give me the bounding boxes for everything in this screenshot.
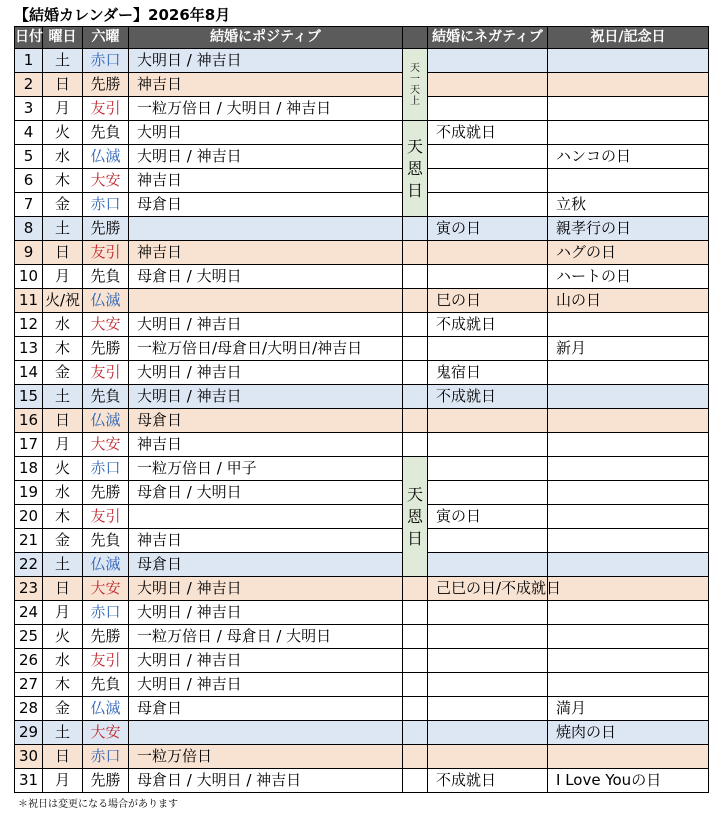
cell-positive: 大明日 / 神吉日 — [129, 601, 403, 625]
cell-negative: 不成就日 — [428, 385, 548, 409]
cell-positive: 大明日 / 神吉日 — [129, 385, 403, 409]
cell-negative — [428, 97, 548, 121]
cell-date: 28 — [15, 697, 43, 721]
cell-date: 7 — [15, 193, 43, 217]
cell-holiday — [548, 361, 709, 385]
cell-rokuyo: 友引 — [83, 505, 129, 529]
table-row — [15, 553, 709, 577]
header-holiday: 祝日/記念日 — [548, 27, 709, 49]
cell-special — [403, 673, 428, 697]
footnote: ＊祝日は変更になる場合があります — [18, 799, 178, 810]
cell-negative — [428, 721, 548, 745]
cell-weekday: 金 — [43, 361, 83, 385]
table-row — [15, 265, 709, 289]
cell-special — [403, 409, 428, 433]
cell-positive: 母倉日 / 大明日 — [129, 481, 403, 505]
cell-date: 22 — [15, 553, 43, 577]
cell-positive — [129, 505, 403, 529]
cell-positive: 神吉日 — [129, 529, 403, 553]
cell-weekday: 月 — [43, 97, 83, 121]
cell-holiday — [548, 625, 709, 649]
cell-special — [403, 721, 428, 745]
cell-special — [403, 289, 428, 313]
cell-date: 3 — [15, 97, 43, 121]
cell-special — [403, 217, 428, 241]
cell-positive: 一粒万倍日 / 大明日 / 神吉日 — [129, 97, 403, 121]
table-row — [15, 697, 709, 721]
cell-negative — [428, 193, 548, 217]
cell-negative — [428, 457, 548, 481]
table-row — [15, 145, 709, 169]
cell-date: 16 — [15, 409, 43, 433]
cell-weekday: 木 — [43, 169, 83, 193]
cell-positive: 大明日 / 神吉日 — [129, 673, 403, 697]
cell-weekday: 木 — [43, 673, 83, 697]
cell-rokuyo: 先勝 — [83, 337, 129, 361]
header-positive: 結婚にポジティブ — [129, 27, 403, 49]
cell-negative — [428, 433, 548, 457]
table-row — [15, 241, 709, 265]
cell-weekday: 火 — [43, 625, 83, 649]
cell-date: 17 — [15, 433, 43, 457]
cell-holiday: 山の日 — [548, 289, 709, 313]
cell-negative — [428, 337, 548, 361]
cell-holiday — [548, 505, 709, 529]
cell-positive: 一粒万倍日 — [129, 745, 403, 769]
cell-negative — [428, 265, 548, 289]
cell-holiday: 満月 — [548, 697, 709, 721]
cell-positive: 一粒万倍日/母倉日/大明日/神吉日 — [129, 337, 403, 361]
cell-positive: 母倉日 — [129, 409, 403, 433]
cell-positive: 大明日 / 神吉日 — [129, 649, 403, 673]
cell-negative: 寅の日 — [428, 505, 548, 529]
cell-rokuyo: 先負 — [83, 385, 129, 409]
cell-date: 30 — [15, 745, 43, 769]
cell-holiday — [548, 481, 709, 505]
cell-weekday: 金 — [43, 193, 83, 217]
cell-weekday: 木 — [43, 505, 83, 529]
cell-positive: 神吉日 — [129, 241, 403, 265]
cell-rokuyo: 先勝 — [83, 481, 129, 505]
table-row — [15, 577, 709, 601]
cell-negative: 巳の日 — [428, 289, 548, 313]
cell-negative — [428, 553, 548, 577]
cell-rokuyo: 仏滅 — [83, 145, 129, 169]
cell-special — [403, 769, 428, 793]
cell-holiday: ハグの日 — [548, 241, 709, 265]
cell-special — [403, 625, 428, 649]
header-special — [403, 27, 428, 49]
cell-weekday: 土 — [43, 385, 83, 409]
cell-positive: 大明日 — [129, 121, 403, 145]
cell-date: 6 — [15, 169, 43, 193]
cell-holiday — [548, 457, 709, 481]
cell-holiday — [548, 601, 709, 625]
cell-special — [403, 241, 428, 265]
cell-date: 11 — [15, 289, 43, 313]
cell-rokuyo: 仏滅 — [83, 409, 129, 433]
cell-positive: 大明日 / 神吉日 — [129, 577, 403, 601]
cell-rokuyo: 赤口 — [83, 193, 129, 217]
cell-holiday: 立秋 — [548, 193, 709, 217]
table-row — [15, 217, 709, 241]
table-row — [15, 433, 709, 457]
cell-date: 2 — [15, 73, 43, 97]
cell-positive: 大明日 / 神吉日 — [129, 313, 403, 337]
special-day-cell: 天 恩 日 — [403, 121, 428, 217]
cell-positive — [129, 289, 403, 313]
cell-negative — [428, 697, 548, 721]
cell-special — [403, 361, 428, 385]
header-weekday: 曜日 — [43, 27, 83, 49]
cell-positive — [129, 217, 403, 241]
cell-holiday — [548, 169, 709, 193]
cell-negative — [428, 601, 548, 625]
cell-holiday — [548, 745, 709, 769]
cell-date: 9 — [15, 241, 43, 265]
cell-weekday: 土 — [43, 49, 83, 73]
cell-date: 26 — [15, 649, 43, 673]
cell-weekday: 土 — [43, 721, 83, 745]
table-row — [15, 169, 709, 193]
cell-weekday: 日 — [43, 241, 83, 265]
cell-rokuyo: 先負 — [83, 673, 129, 697]
cell-rokuyo: 先負 — [83, 121, 129, 145]
table-row — [15, 625, 709, 649]
cell-positive: 母倉日 / 大明日 — [129, 265, 403, 289]
cell-date: 29 — [15, 721, 43, 745]
cell-negative — [428, 241, 548, 265]
cell-date: 23 — [15, 577, 43, 601]
cell-weekday: 日 — [43, 745, 83, 769]
cell-negative — [428, 649, 548, 673]
cell-rokuyo: 仏滅 — [83, 553, 129, 577]
cell-positive: 大明日 / 神吉日 — [129, 361, 403, 385]
cell-positive: 大明日 / 神吉日 — [129, 49, 403, 73]
cell-rokuyo: 仏滅 — [83, 697, 129, 721]
table-row — [15, 121, 709, 145]
cell-weekday: 水 — [43, 145, 83, 169]
cell-special — [403, 649, 428, 673]
cell-date: 18 — [15, 457, 43, 481]
table-row — [15, 745, 709, 769]
cell-date: 8 — [15, 217, 43, 241]
table-row — [15, 97, 709, 121]
cell-rokuyo: 赤口 — [83, 457, 129, 481]
cell-weekday: 火 — [43, 121, 83, 145]
table-row — [15, 721, 709, 745]
table-row — [15, 673, 709, 697]
cell-positive: 神吉日 — [129, 73, 403, 97]
cell-positive: 大明日 / 神吉日 — [129, 145, 403, 169]
cell-holiday — [548, 409, 709, 433]
cell-date: 21 — [15, 529, 43, 553]
table-row — [15, 193, 709, 217]
cell-weekday: 火 — [43, 457, 83, 481]
table-row — [15, 49, 709, 73]
cell-holiday — [548, 433, 709, 457]
cell-date: 24 — [15, 601, 43, 625]
cell-special — [403, 601, 428, 625]
cell-rokuyo: 大安 — [83, 313, 129, 337]
table-row — [15, 409, 709, 433]
cell-special — [403, 697, 428, 721]
cell-rokuyo: 友引 — [83, 241, 129, 265]
cell-weekday: 日 — [43, 409, 83, 433]
table-row — [15, 313, 709, 337]
cell-date: 5 — [15, 145, 43, 169]
cell-rokuyo: 赤口 — [83, 601, 129, 625]
cell-rokuyo: 赤口 — [83, 49, 129, 73]
cell-weekday: 金 — [43, 697, 83, 721]
cell-holiday: 新月 — [548, 337, 709, 361]
special-day-cell: 天 一 天 上 — [403, 49, 428, 121]
cell-weekday: 月 — [43, 601, 83, 625]
cell-rokuyo: 先勝 — [83, 625, 129, 649]
cell-positive: 母倉日 — [129, 553, 403, 577]
cell-weekday: 水 — [43, 481, 83, 505]
header-date: 日付 — [15, 27, 43, 49]
cell-rokuyo: 大安 — [83, 721, 129, 745]
cell-date: 4 — [15, 121, 43, 145]
cell-rokuyo: 友引 — [83, 361, 129, 385]
cell-rokuyo: 友引 — [83, 649, 129, 673]
cell-negative: 鬼宿日 — [428, 361, 548, 385]
special-day-cell: 天 恩 日 — [403, 457, 428, 577]
cell-rokuyo: 先負 — [83, 265, 129, 289]
cell-weekday: 月 — [43, 769, 83, 793]
cell-holiday: I Love Youの日 — [548, 769, 709, 793]
table-row — [15, 649, 709, 673]
cell-rokuyo: 大安 — [83, 577, 129, 601]
cell-rokuyo: 先勝 — [83, 769, 129, 793]
table-row — [15, 601, 709, 625]
cell-date: 10 — [15, 265, 43, 289]
cell-special — [403, 337, 428, 361]
cell-holiday — [548, 313, 709, 337]
cell-negative — [428, 529, 548, 553]
cell-weekday: 月 — [43, 433, 83, 457]
header-rokuyo: 六曜 — [83, 27, 129, 49]
cell-negative — [428, 49, 548, 73]
cell-weekday: 月 — [43, 265, 83, 289]
page-title: 【結婚カレンダー】2026年8月 — [14, 6, 231, 24]
table-row — [15, 769, 709, 793]
table-row — [15, 361, 709, 385]
cell-weekday: 日 — [43, 577, 83, 601]
cell-positive: 神吉日 — [129, 433, 403, 457]
cell-negative — [428, 73, 548, 97]
cell-weekday: 木 — [43, 337, 83, 361]
cell-negative — [428, 745, 548, 769]
cell-holiday — [548, 577, 709, 601]
cell-holiday — [548, 553, 709, 577]
cell-holiday — [548, 529, 709, 553]
cell-rokuyo: 大安 — [83, 433, 129, 457]
cell-negative — [428, 409, 548, 433]
cell-holiday — [548, 385, 709, 409]
header-negative: 結婚にネガティブ — [428, 27, 548, 49]
cell-weekday: 水 — [43, 649, 83, 673]
cell-negative: 己巳の日/不成就日 — [428, 577, 548, 601]
cell-date: 1 — [15, 49, 43, 73]
cell-negative: 不成就日 — [428, 121, 548, 145]
cell-positive: 母倉日 — [129, 697, 403, 721]
cell-holiday: 焼肉の日 — [548, 721, 709, 745]
table-row — [15, 385, 709, 409]
cell-weekday: 土 — [43, 553, 83, 577]
cell-date: 27 — [15, 673, 43, 697]
cell-date: 13 — [15, 337, 43, 361]
cell-weekday: 火/祝 — [43, 289, 83, 313]
calendar-body — [15, 49, 709, 793]
table-row — [15, 457, 709, 481]
cell-negative — [428, 625, 548, 649]
cell-rokuyo: 仏滅 — [83, 289, 129, 313]
cell-positive: 母倉日 / 大明日 / 神吉日 — [129, 769, 403, 793]
header-row — [15, 27, 709, 49]
cell-negative — [428, 673, 548, 697]
cell-date: 20 — [15, 505, 43, 529]
cell-weekday: 金 — [43, 529, 83, 553]
cell-rokuyo: 大安 — [83, 169, 129, 193]
table-row — [15, 337, 709, 361]
cell-special — [403, 745, 428, 769]
cell-weekday: 日 — [43, 73, 83, 97]
cell-negative — [428, 169, 548, 193]
cell-weekday: 土 — [43, 217, 83, 241]
table-row — [15, 73, 709, 97]
cell-date: 15 — [15, 385, 43, 409]
cell-holiday — [548, 673, 709, 697]
cell-negative — [428, 145, 548, 169]
table-row — [15, 529, 709, 553]
cell-holiday — [548, 97, 709, 121]
cell-negative: 不成就日 — [428, 769, 548, 793]
cell-date: 14 — [15, 361, 43, 385]
cell-weekday: 水 — [43, 313, 83, 337]
cell-holiday: 親孝行の日 — [548, 217, 709, 241]
cell-holiday — [548, 121, 709, 145]
cell-date: 12 — [15, 313, 43, 337]
cell-positive: 母倉日 — [129, 193, 403, 217]
cell-rokuyo: 先勝 — [83, 217, 129, 241]
wedding-calendar-table — [14, 26, 709, 793]
cell-rokuyo: 先負 — [83, 529, 129, 553]
cell-holiday — [548, 649, 709, 673]
cell-positive: 神吉日 — [129, 169, 403, 193]
cell-rokuyo: 友引 — [83, 97, 129, 121]
cell-special — [403, 385, 428, 409]
cell-negative — [428, 481, 548, 505]
cell-special — [403, 313, 428, 337]
table-row — [15, 505, 709, 529]
cell-positive — [129, 721, 403, 745]
cell-holiday: ハンコの日 — [548, 145, 709, 169]
cell-holiday — [548, 49, 709, 73]
table-row — [15, 481, 709, 505]
cell-positive: 一粒万倍日 / 母倉日 / 大明日 — [129, 625, 403, 649]
cell-holiday — [548, 73, 709, 97]
cell-date: 31 — [15, 769, 43, 793]
cell-date: 25 — [15, 625, 43, 649]
cell-special — [403, 265, 428, 289]
cell-negative: 寅の日 — [428, 217, 548, 241]
cell-negative: 不成就日 — [428, 313, 548, 337]
cell-date: 19 — [15, 481, 43, 505]
cell-holiday: ハートの日 — [548, 265, 709, 289]
cell-positive: 一粒万倍日 / 甲子 — [129, 457, 403, 481]
cell-rokuyo: 先勝 — [83, 73, 129, 97]
cell-special — [403, 433, 428, 457]
table-row — [15, 289, 709, 313]
cell-special — [403, 577, 428, 601]
cell-rokuyo: 赤口 — [83, 745, 129, 769]
